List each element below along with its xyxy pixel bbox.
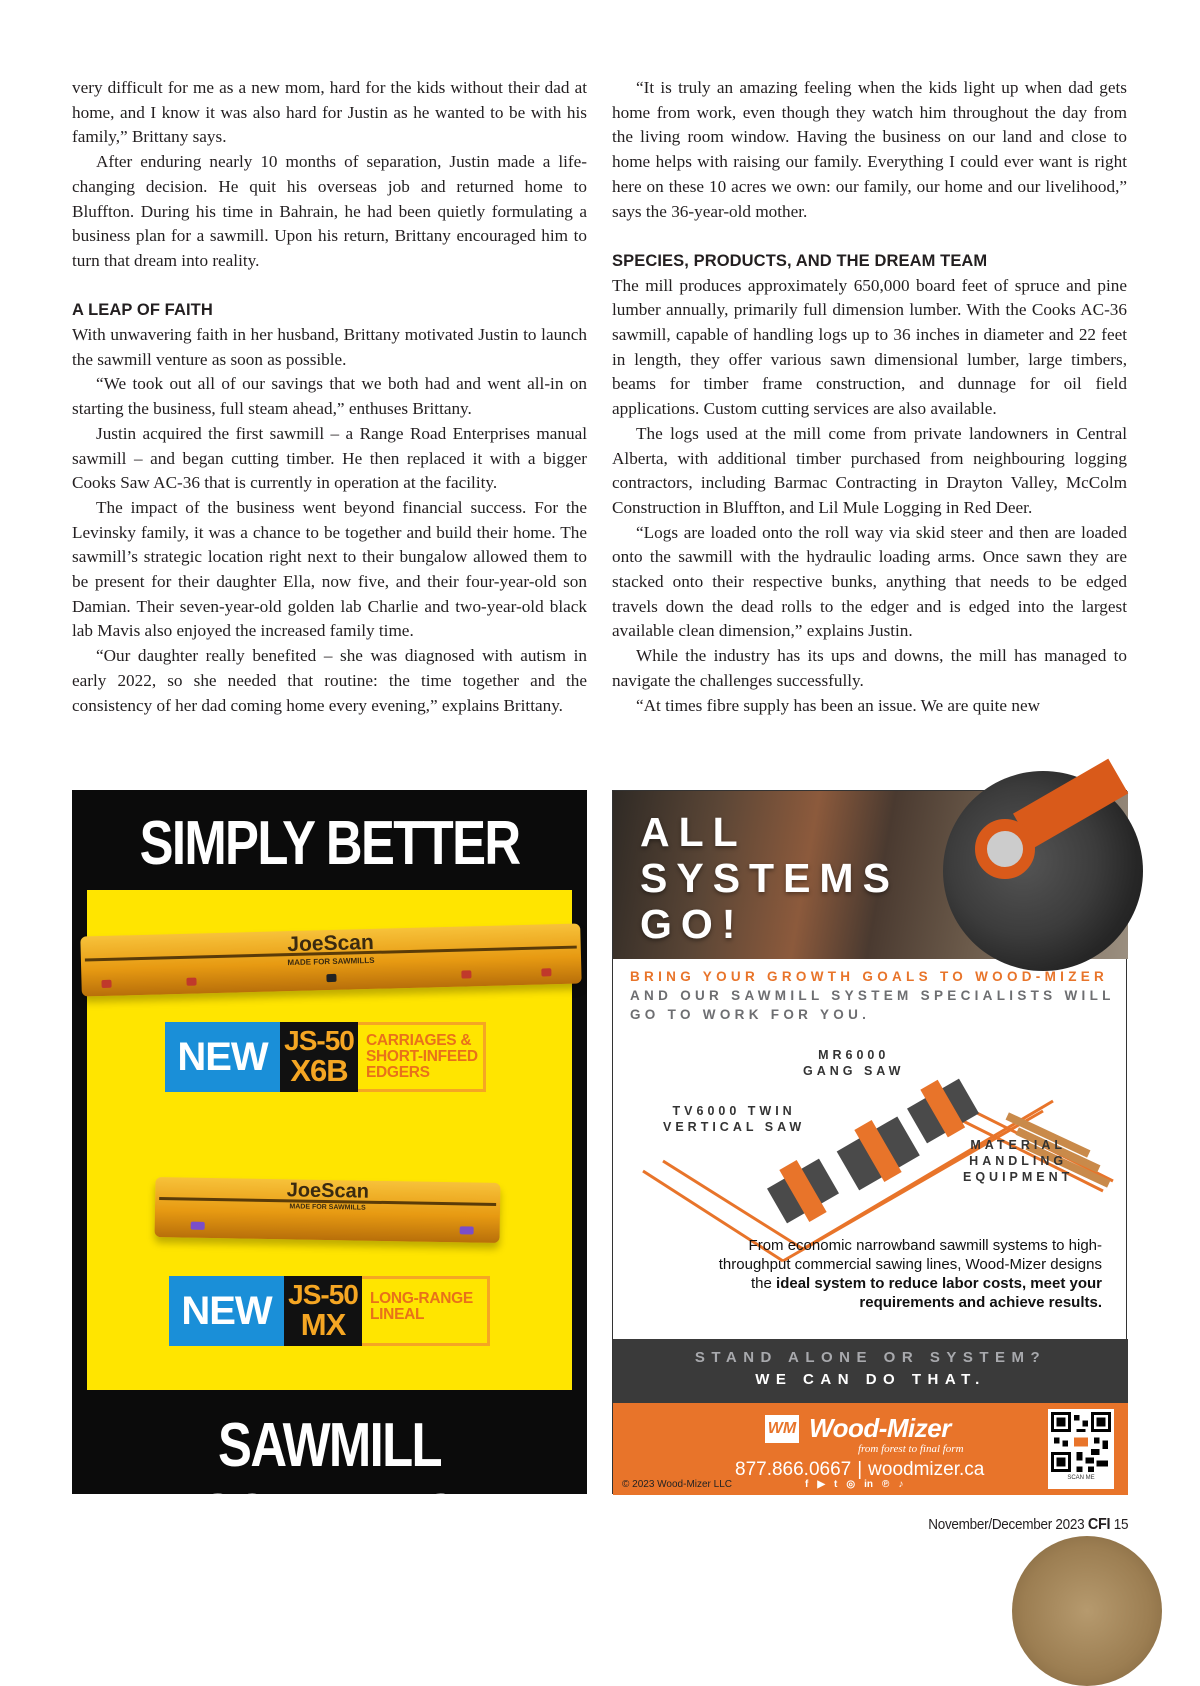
issue-date: November/December 2023 (928, 1516, 1085, 1533)
joescan-scanner-image-1 (80, 923, 581, 996)
article-paragraph: “Our daughter really benefited – she was diagnosed with autism in early 2022, so she needed that routine: the time together and the consistency of her dad coming home every evening,” explains Brittany. (72, 646, 587, 715)
joescan-badge-mx (169, 1276, 490, 1346)
woodmizer-tagline: from forest to final form (858, 1443, 964, 1455)
scanner-brand-2: JoeScan (286, 1179, 370, 1203)
label-tv6000: TV6000 TWIN VERTICAL SAW (663, 1104, 806, 1134)
woodmizer-logo[interactable] (765, 1413, 951, 1444)
scanner-sub-2: MADE FOR SAWMILLS (289, 1203, 366, 1212)
facebook-icon[interactable]: f (805, 1479, 809, 1490)
label-material-handling: MATERIAL HANDLING EQUIPMENT (963, 1138, 1074, 1184)
joescan-headline-top: SIMPLY BETTER (139, 809, 520, 878)
article-paragraph: “We took out all of our savings that we both had and went all-in on starting the business, full steam ahead,” enthuses Brittany. (72, 374, 587, 419)
joescan-scanner-image-2 (155, 1177, 501, 1243)
woodmizer-logo-mark: WM (765, 1415, 799, 1443)
new-badge: NEW (165, 1022, 280, 1092)
twitter-icon[interactable]: t (834, 1479, 838, 1490)
model-description: LONG-RANGE LINEAL (362, 1276, 490, 1346)
tiktok-icon[interactable]: ♪ (898, 1479, 904, 1490)
joescan-product-panel (87, 890, 572, 1390)
joescan-badge-x6b (165, 1022, 486, 1092)
article-paragraph: The mill produces approximately 650,000 board feet of spruce and pine lumber annually, primarily full dimension lumber. With the Cooks AC-36 sawmill, capable of handling logs up to 36 inches in diameter and 22 feet in length, they offer various sawn dimensional lumber, large timbers, beams for timber frame construction, and dunnage for oil field applications. Custom cutting services are also available. (612, 275, 1127, 419)
article-column-right (612, 76, 1127, 718)
joescan-ad[interactable] (72, 790, 587, 1551)
linkedin-icon[interactable]: in (864, 1479, 874, 1490)
qr-code-icon (1051, 1412, 1111, 1472)
woodmizer-subhead-1: BRING YOUR GROWTH GOALS TO WOOD-MIZER (630, 969, 1109, 984)
woodmizer-logo-name: Wood-Mizer (809, 1413, 951, 1443)
section-heading: SPECIES, PRODUCTS, AND THE DREAM TEAM (612, 251, 988, 270)
phone-number[interactable]: 877.866.0667 (735, 1459, 852, 1480)
woodmizer-body-copy: From economic narrowband sawmill systems to high-throughput commercial sawing lines, Wood-Mizer designs the ideal system to reduce labor costs, meet your requirements and achieve results. (718, 1237, 1102, 1311)
woodmizer-subhead-3: GO TO WORK FOR YOU. (630, 1007, 871, 1022)
article-paragraph: The impact of the business went beyond financial success. For the Levinsky family, it was a chance to be together and build their home. The sawmill’s strategic location right next to their bungalow allowed them to be present for their daughter Ella, now five, and their four-year-old son Damian. Their seven-year-old golden lab Charlie and two-year-old black lab Mavis also enjoyed the increased family time. (72, 497, 587, 641)
qr-code[interactable] (1048, 1409, 1114, 1489)
saw-blade-decoration-icon (1012, 1536, 1162, 1686)
magazine-name: CFI (1087, 1516, 1111, 1533)
pinterest-icon[interactable]: ℗ (882, 1479, 890, 1490)
article-paragraph: While the industry has its ups and downs, the mill has managed to navigate the challenges successfully. (612, 646, 1127, 690)
article-paragraph: “Logs are loaded onto the roll way via skid steer and then are loaded onto the sawmill with the hydraulic loading arms. Once sawn they are stacked onto their respective bunks, anything that needs to be edged travels down the dead rolls to the edger and is edged into the largest available clean dimension,” explains Justin. (612, 522, 1127, 641)
woodmizer-footer (613, 1403, 1128, 1495)
article-paragraph: “It is truly an amazing feeling when the kids light up when dad gets home from work, even though they watch him throughout the day from the living room window. Having the business on our land and close to home helps with raising our family. Everything I could ever want is right here on these 10 acres we own: our family, our home and our livelihood,” says the 36-year-old mother. (612, 78, 1127, 221)
social-icons (805, 1479, 903, 1490)
section-heading: A LEAP OF FAITH (72, 301, 213, 320)
instagram-icon[interactable]: ◎ (846, 1479, 856, 1490)
joescan-headline-bottom: SAWMILL SCANNING (200, 1411, 459, 1551)
label-mr6000: MR6000 GANG SAW (803, 1048, 905, 1078)
article-paragraph: “At times fibre supply has been an issue. We are quite new (636, 695, 1040, 715)
scanner-sub-1: MADE FOR SAWMILLS (287, 955, 375, 968)
youtube-icon[interactable]: ▶ (817, 1479, 826, 1490)
woodmizer-ad[interactable] (612, 790, 1127, 1494)
new-badge: NEW (169, 1276, 284, 1346)
article-paragraph: After enduring nearly 10 months of separation, Justin made a life-changing decision. He quit his overseas job and returned home to Bluffton. During his time in Bahrain, he had been quietly formulating a business plan for a sawmill. Upon his return, Brittany encouraged him to turn that dream into reality. (72, 152, 587, 270)
website-link[interactable]: woodmizer.ca (868, 1459, 985, 1480)
woodmizer-subhead-2: AND OUR SAWMILL SYSTEM SPECIALISTS WILL (630, 988, 1115, 1003)
page-number: 15 (1113, 1516, 1128, 1533)
woodmizer-cta-band: STAND ALONE OR SYSTEM? WE CAN DO THAT. (613, 1339, 1128, 1403)
article-paragraph: very difficult for me as a new mom, hard for the kids without their dad at home, and I know it was also hard for Justin as he wanted to be with his family,” Brittany says. (72, 78, 587, 147)
article-paragraph: With unwavering faith in her husband, Brittany motivated Justin to launch the sawmill venture as soon as possible. (72, 325, 587, 369)
article-paragraph: Justin acquired the first sawmill – a Range Road Enterprises manual sawmill – and began cutting timber. He then replaced it with a bigger Cooks Saw AC-36 that is currently in operation at the facility. (72, 423, 587, 493)
scanner-brand-1: JoeScan (287, 930, 375, 957)
article-paragraph: The logs used at the mill come from private landowners in Central Alberta, with additional timber purchased from neighbouring logging contractors, including Barmac Contracting in Drayton Valley, McColm Construction in Bluffton, and Lil Mule Logging in Red Deer. (612, 423, 1127, 517)
model-name: JS-50 X6B (280, 1022, 358, 1092)
woodmizer-headline: ALL SYSTEMS GO! (640, 809, 899, 947)
qr-caption: SCAN ME (1067, 1475, 1095, 1481)
article-column-left (72, 76, 587, 718)
page-folio (928, 1516, 1128, 1534)
woodmizer-contact: 877.866.0667 | woodmizer.ca (735, 1459, 985, 1480)
model-description: CARRIAGES & SHORT-INFEED EDGERS (358, 1022, 486, 1092)
model-name: JS-50 MX (284, 1276, 362, 1346)
woodmizer-copyright: © 2023 Wood-Mizer LLC (622, 1479, 733, 1490)
